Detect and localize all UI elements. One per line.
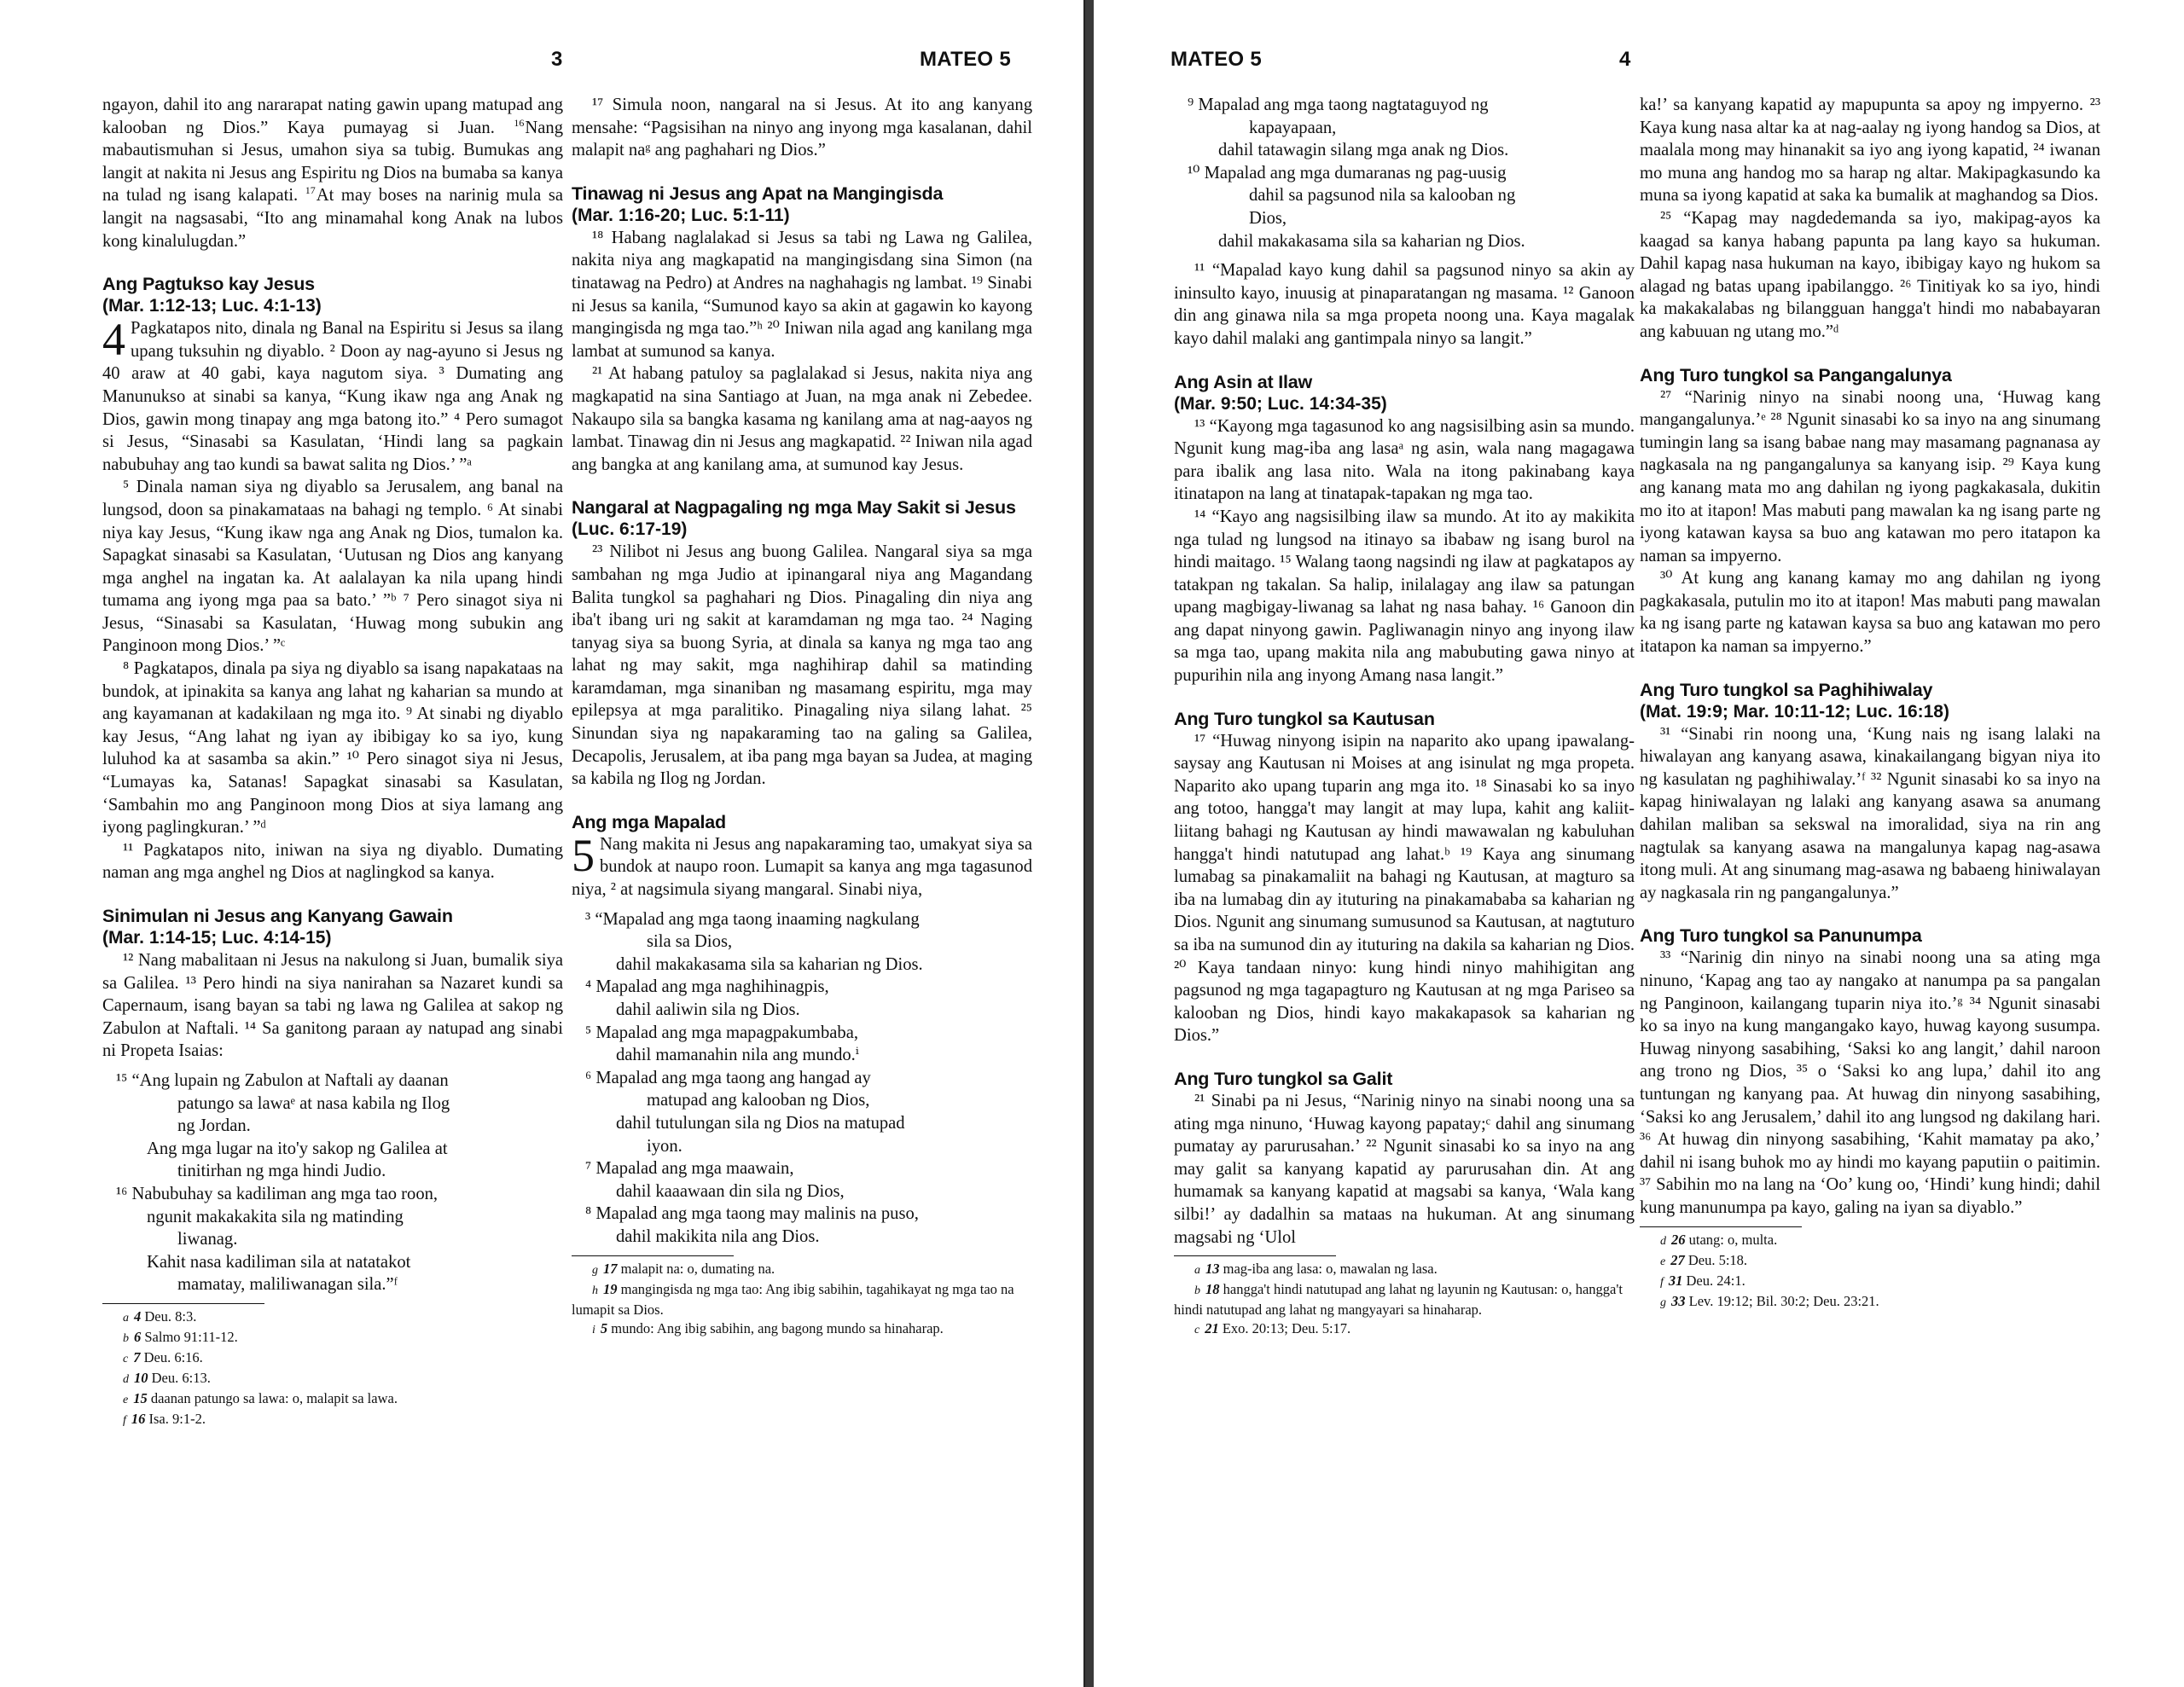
footnote-verse: 21 (1205, 1320, 1219, 1337)
footnote-letter: f (123, 1413, 126, 1427)
paragraph: ¹⁸ Habang naglalakad si Jesus sa tabi ng Lawa ng Galilea, nakita niya ang magkapatid na mangingisdang sina Simon (na tinatawag na Pedro) at Andres na naghahagis ng lambat. ¹⁹ Sinabi ni Jesus sa kanila, “Sumunod kayo sa akin at gagawin ko kayong mangingisda ng mga tao.”ʰ ²⁰ Iniwan nila agad ang kanilang mga lambat at sumunod sa kanya. (572, 228, 1032, 361)
paragraph: ²³ Nilibot ni Jesus ang buong Galilea. Nangaral siya sa mga sambahan ng mga Judio at ipinangaral niya ang Magandang Balita tungkol sa paghahari ng Dios. Pinagaling din niya ang iba't ibang uri ng sakit at karamdaman ng mga tao. ²⁴ Naging tanyag siya sa buong Syria, at dinala sa kanya ng mga tao ang lahat ng may sakit, mga naghihirap dahil sa matinding karamdaman, mga sinaniban ng masamang espiritu, mga may epilepsya at mga paralitiko. Pinagaling niya silang lahat. ²⁵ Sinundan siya ng napakaraming tao na galing sa Galilea, Decapolis, Jerusalem, at iba pang mga bayan sa Judea, at maging sa kabila ng Ilog ng Jordan. (572, 542, 1032, 789)
poetry-line: ngunit makakakita sila ng matinding (147, 1207, 404, 1226)
section-heading: Nangaral at Nagpagaling ng mga May Sakit si Jesus (572, 497, 1016, 519)
footnote-letter: e (1660, 1255, 1666, 1268)
parallel-reference: (Luc. 6:17-19) (572, 519, 688, 540)
poetry-line: mamatay, maliliwanagan sila.”ᶠ (177, 1275, 398, 1295)
footnote-letter: g (592, 1263, 598, 1277)
poetry-line: dahil makakasama sila sa kaharian ng Dios. (1218, 231, 1525, 251)
poetry-line: dahil mamanahin nila ang mundo.ⁱ (616, 1046, 859, 1065)
footnote (102, 1410, 563, 1430)
footnote (572, 1319, 1032, 1340)
footnote (1640, 1251, 2100, 1272)
footnote (1640, 1292, 2100, 1313)
poetry-line: ⁹ Mapalad ang mga taong nagtataguyod ng (1188, 96, 1489, 114)
footnote-verse: 10 (134, 1369, 148, 1386)
footnote (102, 1369, 563, 1389)
footnote-divider (102, 1303, 264, 1304)
footnote (102, 1389, 563, 1410)
footnotes (572, 1260, 1032, 1340)
footnote-letter: e (123, 1393, 129, 1406)
paragraph: ²¹ Sinabi pa ni Jesus, “Narinig ninyo na sinabi noong una sa ating mga ninuno, ‘Huwag kayong papatay;ᶜ dahil ang sinumang pumatay ay parurusahan.’ ²² Ngunit sinasabi ko sa inyo na ang may galit sa kanyang kapatid ay parurusahan din. At ang humamak sa kanyang kapatid at magsabi sa kanya, ‘Wala kang silbi!’ ay dadalhin sa mataas na hukuman. At ang sinumang magsabi ng ‘Ulol (1174, 1091, 1635, 1247)
running-head: MATEO 5 (1170, 48, 1262, 71)
footnote (102, 1348, 563, 1369)
footnote-letter: b (123, 1331, 129, 1345)
paragraph: ¹¹ Pagkatapos nito, iniwan na siya ng diyablo. Dumating naman ang mga anghel ng Dios at naglingkod sa kanya. (102, 840, 563, 883)
footnote-text: utang: o, multa. (1685, 1231, 1778, 1248)
paragraph: ¹⁷ Simula noon, nangaral na si Jesus. At ito ang kanyang mensahe: “Pagsisihan na ninyo ang inyong mga kasalanan, dahil malapit naᵍ ang paghahari ng Dios.” (572, 96, 1032, 160)
chapter-number: 5 (572, 829, 595, 881)
footnote-text: mag-iba ang lasa: o, mawalan ng lasa. (1219, 1261, 1438, 1278)
poetry-line: dahil sa pagsunod nila sa kalooban ng (1249, 186, 1516, 206)
poetry-line: kapayapaan, (1249, 118, 1337, 137)
paragraph: ¹⁴ “Kayo ang nagsisilbing ilaw sa mundo. At ito ay makikita nga tulad ng lungsod na itinayo sa ibabaw ng isang burol na hindi maitago. ¹⁵ Walang taong nagsindi ng ilaw at pagkatapos ay tatakpan ng takalan. Sa halip, inilalagay ang ilaw sa patungan upang magbigay-liwanag sa lahat ng nasa bahay. ¹⁶ Ganoon din ang dapat ninyong gawin. Pagliwanagin ninyo ang inyong ilaw sa mga tao, upang makita nila ang mabubuting gawa ninyo at pupurihin nila ang inyong Amang nasa langit.” (1174, 507, 1635, 686)
section-heading: Ang Turo tungkol sa Pangangalunya (1640, 364, 1952, 386)
section-heading: Ang mga Mapalad (572, 811, 726, 832)
paragraph: ngayon, dahil ito ang nararapat nating gawin upang matupad ang kalooban ng Dios.” Kaya pumayag si Juan. $^{16}$Nang mabautismuhan si Jesus, umahon siya sa tubig. Bumukas ang langit at nakita ni Jesus ang Espiritu ng Dios na bumaba sa kanya na tulad ng isang kalapati. $^{17}$At may boses na narinig mula sa langit na nagsasabi, “Ito ang minamahal kong Anak na lubos kong kinalulugdan.” (102, 96, 563, 251)
section-heading: Ang Turo tungkol sa Panunumpa (1640, 925, 1922, 947)
footnote-text: mundo: Ang ibig sabihin, ang bagong mundo sa hinaharap. (607, 1319, 944, 1336)
footnote-text: Isa. 9:1-2. (145, 1410, 206, 1427)
paragraph: ¹⁷ “Huwag ninyong isipin na naparito ako upang ipawalang-saysay ang Kautusan ni Moises at ang isinulat ng mga propeta. Naparito ako upang tuparin ang mga ito. ¹⁸ Sinasabi ko sa inyo ang totoo, hangga't may langit at may lupa, kahit ang kaliit-liitang bahagi ng Kautusan ay hindi mawawalan ng kabuluhan hangga't hindi natutupad ang lahat.ᵇ ¹⁹ Kaya ang sinumang lumabag sa pinakamaliit na bahagi ng Kautusan, at magturo sa iba na lumabag din ay ituturing na pinakamababa sa kaharian ng Dios. Ngunit ang sinumang sumusunod sa Kautusan, at nagtuturo sa iba na sumunod din ay ituturing na dakila sa kaharian ng Dios. ²⁰ Kaya tandaan ninyo: kung hindi ninyo mahihigitan ang pagsunod ng mga tagapagturo ng Kautusan at ng mga Pariseo sa kalooban ng Dios, hindi kayo makakapasok sa kaharian ng Dios.” (1174, 731, 1635, 1046)
poetry-line: iyon. (647, 1136, 682, 1156)
poetry-line: ⁴ Mapalad ang mga naghihinagpis, (585, 977, 829, 997)
parallel-reference: (Mar. 9:50; Luc. 14:34-35) (1174, 393, 1387, 414)
footnote-text: Deu. 6:16. (140, 1348, 203, 1365)
parallel-reference: (Mar. 1:12-13; Luc. 4:1-13) (102, 296, 322, 316)
poetry-line: tinitirhan ng mga hindi Judio. (177, 1162, 386, 1181)
footnote-verse: 5 (600, 1319, 608, 1336)
footnote-letter: i (592, 1323, 595, 1336)
footnote-text: daanan patungo sa lawa: o, malapit sa lawa. (147, 1389, 398, 1406)
paragraph: ²¹ At habang patuloy sa paglalakad si Jesus, nakita niya ang magkapatid na sina Santiago at Juan, na mga anak ni Zebedee. Nakaupo sila sa bangka kasama ng kanilang ama at nag-aayos ng lambat. Tinawag din ni Jesus ang magkapatid. ²² Iniwan nila agad ang bangka at ang kanilang ama, at sumunod kay Jesus. (572, 364, 1032, 474)
poetry-block (1174, 94, 1635, 252)
poetry-line: matupad ang kalooban ng Dios, (647, 1091, 870, 1110)
footnotes (102, 1307, 563, 1430)
footnote-letter: d (1660, 1234, 1666, 1248)
poetry-line: ³ “Mapalad ang mga taong inaaming nagkulang (585, 909, 920, 929)
paragraph: ²⁷ “Narinig ninyo na sinabi noong una, ‘Huwag kang mangangalunya.’ᵉ ²⁸ Ngunit sinasabi ko sa inyo na ang sinumang tumingin lang sa isang babae nang may masamang pagnanasa ay nagkasala na ng pangangalunya sa kanyang isip. ²⁹ Kaya kung ang kanang mata mo ang dahilan ng iyong pagkakasala, dukitin mo ito at itapon! Mas mabuti pang mawalan ka ng isang parte ng iyong katawan kaysa sa buo ang katawan mo pero itatapon ka naman sa impyerno. (1640, 387, 2100, 565)
poetry-line: sila sa Dios, (647, 932, 733, 952)
footnote-letter: b (1194, 1284, 1200, 1298)
parallel-reference: (Mar. 1:16-20; Luc. 5:1-11) (572, 205, 790, 225)
footnote-verse: 33 (1671, 1292, 1686, 1309)
paragraph: ¹³ “Kayong mga tagasunod ko ang nagsisilbing asin sa mundo. Ngunit kung mag-iba ang lasaᵃ ng asin, wala nang magagawa para ibalik ang lasa nito. Wala na itong pakinabang kaya itinatapon na lang at tinatapak-tapakan ng mga tao. (1174, 416, 1635, 504)
footnote-verse: 27 (1670, 1251, 1685, 1268)
left-page (0, 0, 1085, 1687)
poetry-line: patungo sa lawaᵉ at nasa kabila ng Ilog (177, 1093, 450, 1113)
poetry-line: ¹⁰ Mapalad ang mga dumaranas ng pag-uusig (1188, 163, 1507, 183)
footnote-letter: c (1194, 1324, 1200, 1337)
poetry-line: ⁵ Mapalad ang mga mapagpakumbaba, (585, 1023, 858, 1042)
footnote-letter: g (1660, 1296, 1666, 1309)
footnote-verse: 6 (134, 1328, 142, 1345)
poetry-block (572, 908, 1032, 1249)
footnote-text: hangga't hindi natutupad ang lahat ng layunin ng Kautusan: o, hangga't hindi natutupad ang lahat ng mangyayari sa hinaharap. (1174, 1281, 1623, 1319)
footnote-letter: c (123, 1352, 129, 1365)
paragraph: ¹² Nang mabalitaan ni Jesus na nakulong si Juan, bumalik siya sa Galilea. ¹³ Pero hindi na siya nanirahan sa Nazaret kundi sa Capernaum, isang bayan sa tabi ng lawa ng Galilea at sakop ng Zabulon at Naftali. ¹⁴ Sa ganitong paraan ay natupad ang sinabi ni Propeta Isaias: (102, 951, 563, 1061)
page-number: 3 (551, 48, 563, 71)
footnote-verse: 15 (133, 1389, 148, 1406)
footnote-divider (1640, 1226, 1802, 1227)
footnote-text: Deu. 6:13. (148, 1369, 211, 1386)
poetry-line: ng Jordan. (177, 1116, 251, 1136)
paragraph: ³³ “Narinig din ninyo na sinabi noong una sa ating mga ninuno, ‘Kapag ang tao ay nangako at nanumpa pa sa pangalan ng Panginoon, kailangang tuparin niya ito.’ᵍ ³⁴ Ngunit sinasabi ko sa inyo na kung mangangako kayo, huwag kayong susumpa. Huwag ninyong sasabihing, ‘Saksi ko ang langit,’ dahil naroon ang trono ng Dios, ³⁵ o ‘Saksi ko ang lupa,’ dahil ito ang tuntungan ng kanyang paa. At huwag din ninyong sasabihing, ‘Saksi ko ang Jerusalem,’ dahil ito ang lungsod ng dakilang hari. ³⁶ At huwag din ninyong sasabihing, ‘Kahit mamatay pa ako,’ dahil ni isang buhok mo ay hindi mo kayang paputiin o paitimin. ³⁷ Sabihin mo na lang na ‘Oo’ kung oo, ‘Hindi’ kung hindi; dahil kung manunumpa pa kayo, galing na iyan sa diyablo.” (1640, 948, 2100, 1217)
section-heading: Ang Turo tungkol sa Galit (1174, 1068, 1393, 1089)
footnote (102, 1307, 563, 1328)
footnote-verse: 19 (603, 1280, 618, 1297)
footnote (1640, 1272, 2100, 1292)
footnote-text: Deu. 8:3. (141, 1307, 197, 1325)
footnote-text: Lev. 19:12; Bil. 30:2; Deu. 23:21. (1685, 1292, 1879, 1309)
poetry-line: dahil tatawagin silang mga anak ng Dios. (1218, 141, 1509, 160)
parallel-reference: (Mat. 19:9; Mar. 10:11-12; Luc. 16:18) (1640, 701, 1949, 722)
footnote-verse: 7 (133, 1348, 141, 1365)
footnote-text: Salmo 91:11-12. (141, 1328, 238, 1345)
paragraph: 5 Nang makita ni Jesus ang napakaraming tao, umakyat siya sa bundok at naupo roon. Lumapit sa kanya ang mga tagasunod niya, ² at nagsimula siyang mangaral. Sinabi niya, (572, 829, 1032, 900)
chapter-number: 4 (102, 314, 125, 366)
paragraph: ³⁰ At kung ang kanang kamay mo ang dahilan ng iyong pagkakasala, putulin mo ito at itapon! Mas mabuti pang mawalan ka ng isang parte ng katawan kaysa sa buo ang katawan mo pero itatapon ka naman sa impyerno.” (1640, 569, 2100, 657)
paragraph: ²⁵ “Kapag may nagdedemanda sa iyo, makipag-ayos ka kaagad sa kanya habang papunta pa lang kayo sa hukuman. Dahil kapag nasa hukuman na kayo, ibibigay kayo ng hukom sa alagad ng batas upang ipabilanggo. ²⁶ Tinitiyak ko sa iyo, hindi ka makakalabas ng bilangguan hangga't hindi mo nababayaran ang kabuuan ng utang mo.”ᵈ (1640, 208, 2100, 341)
footnote (1174, 1319, 1635, 1340)
footnote (1640, 1231, 2100, 1251)
section-heading: Sinimulan ni Jesus ang Kanyang Gawain (102, 906, 453, 926)
footnote-verse: 4 (134, 1307, 142, 1325)
poetry-line: liwanag. (177, 1230, 238, 1249)
footnote (1174, 1280, 1635, 1319)
poetry-line: Dios, (1249, 208, 1287, 228)
footnote-verse: 18 (1205, 1281, 1220, 1298)
footnote-letter: a (1194, 1264, 1200, 1278)
poetry-line: ¹⁵ “Ang lupain ng Zabulon at Naftali ay daanan (116, 1070, 449, 1090)
paragraph: ³¹ “Sinabi rin noong una, ‘Kung nais ng isang lalaki na hiwalayan ang kanyang asawa, kinakailangang bigyan niya ito ng kasulatan ng paghihiwalay.’ᶠ ³² Ngunit sinasabi ko sa inyo na kapag hiniwalayan ng lalaki ang kanyang asawa sa anumang dahilan maliban sa sekswal na imoralidad, siya na rin ang nagtulak sa kanyang asawa na mangalunya kapag nag-asawa itong muli. At ang sinumang mag-asawa ng babaeng hiniwalayan ay nagkasala rin ng pangangalunya.” (1640, 724, 2100, 902)
poetry-line: ⁶ Mapalad ang mga taong ang hangad ay (585, 1068, 871, 1087)
left-column-1 (102, 94, 563, 1430)
poetry-line: dahil makakasama sila sa kaharian ng Dios. (616, 954, 923, 974)
footnote (102, 1328, 563, 1348)
poetry-line: ¹⁶ Nabubuhay sa kadiliman ang mga tao roon, (116, 1184, 439, 1203)
footnote (1174, 1260, 1635, 1280)
footnote-text: malapit na: o, dumating na. (617, 1260, 775, 1277)
paragraph: 4 Pagkatapos nito, dinala ng Banal na Espiritu si Jesus sa ilang upang tuksuhin ng diyablo. ² Doon ay nag-ayuno si Jesus ng 40 araw at 40 gabi, kaya nagutom siya. ³ Dumating ang Manunukso at sinabi sa kanya, “Kung ikaw nga ang Anak ng Dios, gawin mong tinapay ang mga batong ito.” ⁴ Pero sumagot si Jesus, “Sinasabi sa Kasulatan, ‘Hindi lang sa pagkain nabubuhay ang tao kundi sa bawat salita ng Dios.’ ”ᵃ (102, 314, 563, 474)
parallel-reference: (Mar. 1:14-15; Luc. 4:14-15) (102, 928, 332, 948)
section-heading: Ang Asin at Ilaw (1174, 371, 1313, 392)
section-heading: Ang Pagtukso kay Jesus (102, 274, 315, 295)
poetry-line: dahil tutulungan sila ng Dios na matupad (616, 1113, 905, 1133)
footnote (572, 1260, 1032, 1280)
footnote-divider (572, 1255, 734, 1256)
footnote-verse: 17 (603, 1260, 618, 1277)
footnote-letter: h (592, 1284, 598, 1297)
poetry-block (102, 1070, 563, 1296)
right-column-1 (1174, 94, 1635, 1340)
paragraph: ka!’ sa kanyang kapatid ay mapupunta sa apoy ng impyerno. ²³ Kaya kung nasa altar ka at nag-aalay ng iyong handog sa Dios, at maalala mong may hinanakit sa iyo ang iyong kapatid, ²⁴ iwanan mo muna ang handog mo sa harap ng altar. Makipagkasundo ka muna sa iyong kapatid at saka ka bumalik at maghandog sa Dios. (1640, 96, 2100, 206)
poetry-line: Kahit nasa kadiliman sila at natatakot (147, 1252, 411, 1272)
footnotes (1174, 1260, 1635, 1340)
running-head: MATEO 5 (920, 48, 1011, 71)
right-page (1094, 0, 2184, 1687)
footnote-verse: 16 (131, 1410, 146, 1427)
footnote-text: Exo. 20:13; Deu. 5:17. (1218, 1320, 1351, 1337)
footnote-text: Deu. 24:1. (1682, 1272, 1745, 1289)
paragraph: ¹¹ “Mapalad kayo kung dahil sa pagsunod ninyo sa akin ay ininsulto kayo, inuusig at pinaparatangan ng masama. ¹² Ganoon din ang ginawa nila sa mga propeta noong una. Kaya magalak kayo dahil malaki ang gantimpala ninyo sa langit.” (1174, 261, 1635, 348)
footnote-letter: d (123, 1372, 129, 1386)
poetry-line: ⁸ Mapalad ang mga taong may malinis na puso, (585, 1204, 919, 1224)
poetry-line: dahil kaaawaan din sila ng Dios, (616, 1181, 845, 1201)
footnote-text: mangingisda ng mga tao: Ang ibig sabihin, tagahikayat ng mga tao na lumapit sa Dios. (572, 1280, 1014, 1318)
footnote-letter: a (123, 1311, 129, 1325)
footnote-divider (1174, 1255, 1336, 1256)
section-heading: Tinawag ni Jesus ang Apat na Mangingisda (572, 183, 944, 204)
page-number: 4 (1619, 48, 1631, 71)
section-heading: Ang Turo tungkol sa Paghihiwalay (1640, 679, 1933, 700)
footnote-verse: 26 (1671, 1231, 1686, 1248)
section-heading: Ang Turo tungkol sa Kautusan (1174, 708, 1435, 729)
poetry-line: dahil makikita nila ang Dios. (616, 1226, 820, 1246)
right-column-2 (1640, 94, 2100, 1313)
footnote-text: Deu. 5:18. (1684, 1251, 1748, 1268)
poetry-line: ⁷ Mapalad ang mga maawain, (585, 1159, 794, 1179)
footnote-verse: 31 (1668, 1272, 1683, 1289)
footnote-letter: f (1660, 1275, 1664, 1289)
poetry-line: Ang mga lugar na ito'y sakop ng Galilea at (147, 1139, 448, 1158)
footnote-verse: 13 (1205, 1261, 1220, 1278)
paragraph: ⁸ Pagkatapos, dinala pa siya ng diyablo sa isang napakataas na bundok, at ipinakita sa kanya ang lahat ng kaharian sa mundo at ang kayamanan at kadakilaan ng mga ito. ⁹ At sinabi ng diyablo kay Jesus, “Ang lahat ng iyan ay ibibigay ko sa iyo, kung luluhod ka at sasamba sa akin.” ¹⁰ Pero sinagot siya ni Jesus, “Lumayas ka, Satanas! Sapagkat sinasabi sa Kasulatan, ‘Sambahin mo ang Panginoon mong Dios at siya lamang ang iyong paglingkuran.’ ”ᵈ (102, 659, 563, 838)
footnotes (1640, 1231, 2100, 1313)
poetry-line: dahil aaliwin sila ng Dios. (616, 1000, 800, 1019)
footnote (572, 1280, 1032, 1319)
paragraph: ⁵ Dinala naman siya ng diyablo sa Jerusalem, ang banal na lungsod, doon sa pinakamataas na bahagi ng templo. ⁶ At sinabi niya kay Jesus, “Kung ikaw nga ang Anak ng Dios, tumalon ka. Sapagkat sinasabi sa Kasulatan, ‘Uutusan ng Dios ang kanyang mga anghel na ingatan ka. At aalalayan ka nila upang hindi tumama ang iyong mga paa sa bato.’ ”ᵇ ⁷ Pero sinagot siya ni Jesus, “Sinasabi sa Kasulatan, ‘Huwag mong subukin ang Panginoon mong Dios.’ ”ᶜ (102, 478, 563, 656)
left-column-2 (572, 94, 1032, 1340)
